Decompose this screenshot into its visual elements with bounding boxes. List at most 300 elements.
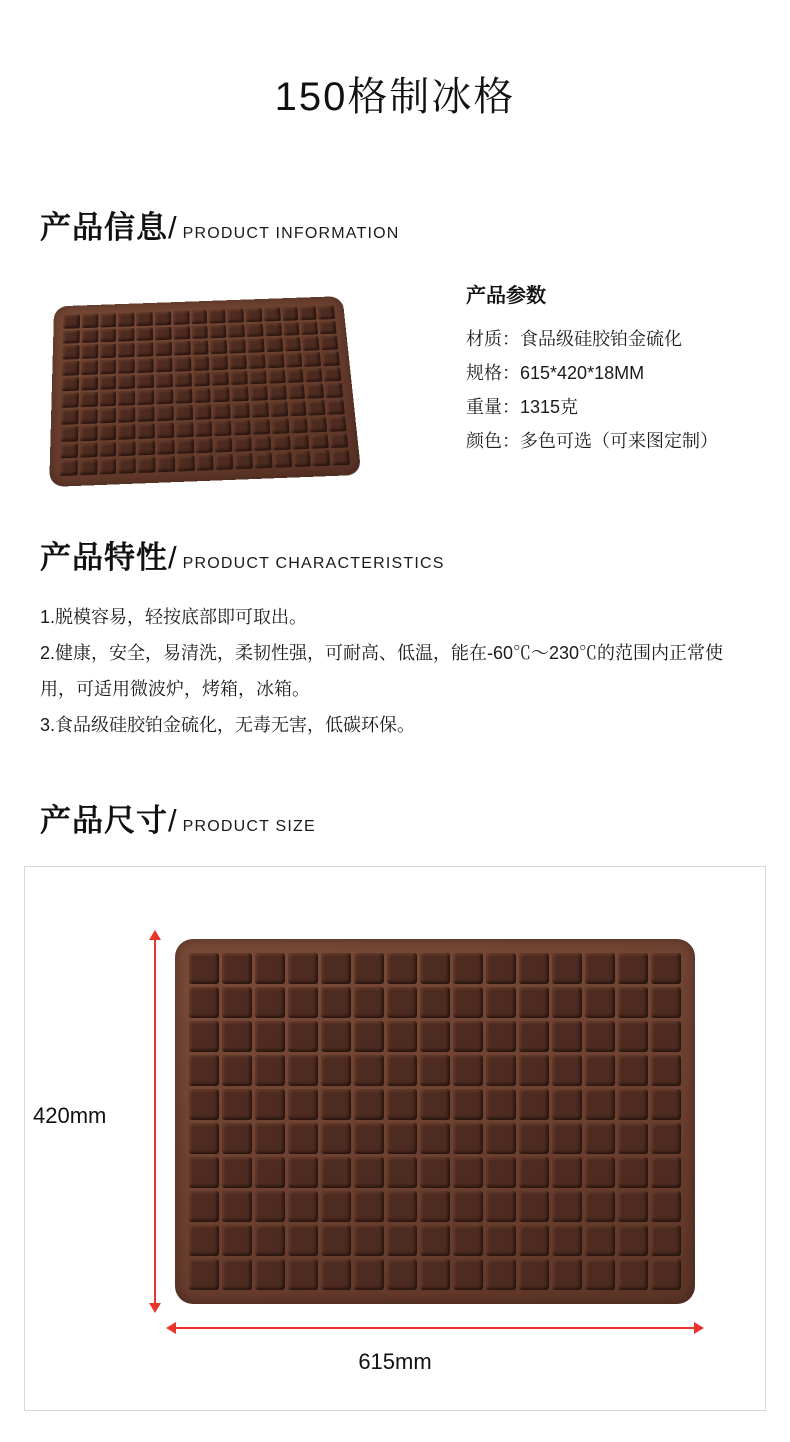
ice-tray-cell: [308, 400, 326, 415]
ice-tray-cell: [137, 374, 154, 389]
ice-tray-cell: [63, 330, 80, 344]
ice-tray-cell: [387, 1259, 417, 1290]
characteristic-item: 2.健康，安全，易清洗，柔韧性强，可耐高、低温，能在-60℃～230℃的范围内正常使用，可适用微波炉，烤箱，冰箱。: [40, 642, 724, 699]
ice-tray-cell: [263, 307, 280, 321]
ice-tray-cell: [270, 401, 288, 416]
ice-tray-cell: [286, 368, 304, 383]
height-dimension-label: 420mm: [33, 1102, 107, 1128]
ice-tray-cell: [63, 314, 80, 328]
ice-tray-cell: [235, 453, 253, 469]
size-image-alt: [175, 1304, 176, 1305]
ice-tray-cell: [118, 375, 135, 390]
ice-tray-cell: [222, 953, 252, 984]
ice-tray-cell: [189, 1191, 219, 1222]
ice-tray-cell: [552, 1055, 582, 1086]
product-detail-page: [0, 27, 790, 1442]
ice-tray-cell: [288, 1225, 318, 1256]
ice-tray-cell: [552, 1259, 582, 1290]
ice-tray-cell: [420, 1191, 450, 1222]
characteristics-list: [40, 599, 750, 743]
ice-tray-cell: [255, 1123, 285, 1154]
ice-tray-cell: [118, 391, 135, 406]
ice-tray-cell: [585, 953, 615, 984]
ice-tray-cell: [618, 1157, 648, 1188]
ice-tray-cell: [255, 1157, 285, 1188]
ice-tray-cell: [354, 1089, 384, 1120]
ice-tray-cell: [174, 373, 191, 388]
ice-tray-cell: [137, 342, 154, 356]
ice-tray-cell: [486, 1259, 516, 1290]
ice-tray-cell: [174, 357, 191, 372]
ice-tray-cell: [155, 357, 172, 372]
ice-tray-cell: [212, 387, 230, 402]
ice-tray-cell: [100, 344, 117, 358]
ice-tray-cell: [255, 1191, 285, 1222]
ice-tray-cell: [618, 1089, 648, 1120]
ice-tray-cell: [62, 361, 79, 376]
ice-tray-cell: [453, 1089, 483, 1120]
ice-tray-cell: [251, 402, 269, 417]
height-dimension-arrow: [154, 939, 156, 1304]
ice-tray-cell: [519, 1089, 549, 1120]
ice-tray-cell: [196, 455, 214, 471]
ice-tray-cell: [118, 441, 135, 457]
ice-tray-cell: [302, 336, 320, 350]
ice-tray-cell: [118, 424, 135, 439]
ice-tray-cell: [519, 1225, 549, 1256]
ice-tray-cell: [651, 1259, 681, 1290]
ice-tray-cell: [618, 1055, 648, 1086]
ice-tray-cell: [291, 434, 309, 450]
ice-tray-cell: [100, 313, 116, 327]
ice-tray-cell: [281, 307, 298, 321]
ice-tray-cell: [60, 443, 78, 459]
ice-tray-cell: [486, 1191, 516, 1222]
ice-tray-cell: [246, 323, 263, 337]
ice-tray-cell: [80, 425, 97, 440]
ice-tray-cell: [323, 367, 341, 382]
ice-tray-cell: [585, 1089, 615, 1120]
ice-tray-cell: [321, 1021, 351, 1052]
ice-tray-cell: [192, 340, 209, 354]
ice-tray-cell: [255, 1055, 285, 1086]
ice-tray-cell: [137, 390, 154, 405]
ice-tray-cell: [222, 1021, 252, 1052]
ice-tray-cell: [255, 1259, 285, 1290]
ice-tray-cell: [387, 1123, 417, 1154]
ice-tray-cell: [585, 1055, 615, 1086]
ice-tray-cell: [321, 1157, 351, 1188]
ice-tray-cell: [486, 1123, 516, 1154]
ice-tray-cell: [325, 383, 343, 398]
ice-tray-cell: [300, 306, 317, 320]
ice-tray-cell: [189, 1089, 219, 1120]
ice-tray-cell: [318, 305, 335, 319]
ice-tray-cell: [253, 435, 271, 451]
ice-tray-cell: [265, 338, 282, 352]
ice-tray-cell: [651, 1191, 681, 1222]
ice-tray-cell: [618, 1191, 648, 1222]
ice-tray-cell: [322, 351, 340, 366]
ice-tray-cell: [309, 417, 327, 432]
ice-tray-cell: [61, 393, 78, 408]
ice-tray-cell: [486, 953, 516, 984]
ice-tray-cell: [255, 987, 285, 1018]
ice-tray-cell: [289, 401, 307, 416]
ice-tray-cell: [155, 311, 172, 325]
ice-tray-cell: [176, 438, 194, 454]
ice-tray-cell: [210, 340, 227, 354]
size-tray-image: [175, 939, 695, 1304]
ice-tray-cell: [387, 953, 417, 984]
ice-tray-cell: [552, 987, 582, 1018]
ice-tray-cell: [173, 310, 190, 324]
ice-tray-cell: [453, 1055, 483, 1086]
ice-tray-cell: [354, 1259, 384, 1290]
ice-tray-cell: [155, 342, 172, 356]
ice-tray-cell: [310, 433, 328, 449]
ice-tray-cell: [189, 1157, 219, 1188]
ice-tray-cell: [138, 440, 155, 456]
ice-tray-cell: [80, 442, 97, 458]
ice-tray-cell: [552, 1021, 582, 1052]
ice-tray-cell: [222, 1089, 252, 1120]
ice-tray-cell: [62, 377, 79, 392]
ice-tray-cell: [585, 987, 615, 1018]
ice-tray-cell: [118, 343, 135, 357]
ice-tray-cell: [60, 460, 78, 476]
ice-tray-cell: [288, 1089, 318, 1120]
ice-tray-cell: [222, 1225, 252, 1256]
ice-tray-cell: [99, 441, 116, 457]
ice-tray-cell: [321, 953, 351, 984]
ice-tray-cell: [651, 1055, 681, 1086]
ice-tray-cell: [194, 404, 212, 419]
ice-tray-cell: [387, 1157, 417, 1188]
ice-tray-cell: [618, 1021, 648, 1052]
ice-tray-cell: [245, 308, 262, 322]
ice-tray-cell: [189, 1021, 219, 1052]
section-heading-slash: /: [168, 209, 177, 245]
ice-tray-cell: [231, 387, 249, 402]
ice-tray-cell: [222, 1191, 252, 1222]
ice-tray-cell: [354, 1021, 384, 1052]
product-photo: [46, 275, 366, 490]
ice-tray-cell: [255, 1021, 285, 1052]
ice-tray-cell: [99, 424, 116, 439]
ice-tray-cell: [249, 370, 267, 385]
ice-tray-cell: [552, 1225, 582, 1256]
ice-tray-cell: [552, 953, 582, 984]
ice-tray-cell: [118, 312, 134, 326]
ice-tray-cell: [288, 953, 318, 984]
ice-tray-cell: [156, 373, 173, 388]
ice-tray-cell: [453, 1259, 483, 1290]
ice-tray-cell: [189, 1259, 219, 1290]
ice-tray-cell: [288, 1157, 318, 1188]
page-title: 150格制冰格: [274, 74, 516, 119]
ice-tray-cell: [486, 1225, 516, 1256]
ice-tray-illustration-large: [175, 939, 695, 1304]
ice-tray-cell: [99, 408, 116, 423]
ice-tray-cell: [271, 418, 289, 433]
ice-tray-cell: [519, 1191, 549, 1222]
ice-tray-cell: [288, 1259, 318, 1290]
ice-tray-cell: [81, 329, 98, 343]
ice-tray-cell: [354, 1157, 384, 1188]
ice-tray-cell: [137, 406, 154, 421]
ice-tray-cell: [312, 450, 331, 466]
ice-tray-cell: [330, 433, 349, 449]
ice-tray-cell: [99, 391, 116, 406]
ice-tray-cell: [80, 409, 97, 424]
ice-tray-cell: [321, 1259, 351, 1290]
ice-tray-cell: [272, 435, 290, 451]
ice-tray-cell: [585, 1157, 615, 1188]
ice-tray-cell: [222, 987, 252, 1018]
ice-tray-cell: [420, 987, 450, 1018]
ice-tray-cell-grid: [60, 305, 350, 476]
ice-tray-cell: [288, 1191, 318, 1222]
ice-tray-cell: [156, 406, 173, 421]
ice-tray-cell: [81, 360, 98, 375]
ice-tray-cell: [618, 1259, 648, 1290]
ice-tray-cell: [354, 1225, 384, 1256]
ice-tray-cell: [233, 419, 251, 434]
ice-tray-cell: [189, 1055, 219, 1086]
ice-tray-cell: [320, 336, 338, 350]
ice-tray-cell: [269, 385, 287, 400]
width-dimension-arrow: [175, 1327, 695, 1329]
ice-tray-cell: [176, 422, 194, 437]
ice-tray-cell: [618, 987, 648, 1018]
ice-tray-cell: [268, 369, 286, 384]
ice-tray-cell: [387, 1089, 417, 1120]
ice-tray-cell: [195, 438, 213, 454]
ice-tray-cell: [157, 422, 174, 437]
spec-block: [466, 275, 718, 490]
ice-tray-cell: [82, 314, 98, 328]
ice-tray-cell: [248, 354, 265, 369]
ice-tray-cell: [61, 426, 78, 442]
product-photo-alt: [46, 275, 47, 276]
ice-tray-cell: [453, 953, 483, 984]
ice-tray-cell: [138, 423, 155, 438]
ice-tray-cell: [189, 987, 219, 1018]
ice-tray-cell: [195, 421, 213, 436]
ice-tray-cell: [189, 1123, 219, 1154]
ice-tray-cell: [486, 1157, 516, 1188]
ice-tray-cell: [552, 1089, 582, 1120]
ice-tray-cell: [273, 452, 291, 468]
ice-tray-cell: [486, 987, 516, 1018]
ice-tray-cell: [303, 352, 321, 367]
ice-tray-cell: [519, 1055, 549, 1086]
spec-line-size: 规格：615*420*18MM: [466, 362, 645, 383]
ice-tray-cell: [618, 1123, 648, 1154]
ice-tray-cell: [192, 356, 209, 371]
ice-tray-cell: [100, 375, 117, 390]
ice-tray-cell: [288, 1021, 318, 1052]
ice-tray-cell: [420, 1055, 450, 1086]
ice-tray-cell: [354, 1123, 384, 1154]
ice-tray-cell: [420, 1259, 450, 1290]
ice-tray-cell: [230, 355, 247, 370]
ice-tray-cell: [267, 353, 285, 368]
ice-tray-cell: [173, 326, 190, 340]
ice-tray-cell: [651, 1021, 681, 1052]
spec-title: 产品参数: [466, 284, 546, 307]
ice-tray-cell: [288, 1055, 318, 1086]
section-heading-en: PRODUCT SIZE: [182, 817, 316, 835]
ice-tray-cell: [651, 1123, 681, 1154]
section-heading-size: [40, 795, 790, 840]
ice-tray-cell: [191, 325, 208, 339]
ice-tray-cell: [175, 389, 192, 404]
ice-tray-cell: [63, 345, 80, 359]
ice-tray-cell: [519, 1021, 549, 1052]
ice-tray-cell: [211, 355, 228, 370]
ice-tray-cell: [229, 339, 246, 353]
ice-tray-cell: [157, 439, 175, 455]
ice-tray-cell: [189, 953, 219, 984]
ice-tray-cell: [232, 403, 250, 418]
ice-tray-cell: [453, 1123, 483, 1154]
ice-tray-cell: [585, 1259, 615, 1290]
ice-tray-cell: [255, 953, 285, 984]
ice-tray-cell: [189, 1225, 219, 1256]
ice-tray-cell: [155, 326, 172, 340]
spec-line-color: 颜色：多色可选（可来图定制）: [466, 430, 718, 451]
ice-tray-cell: [79, 459, 97, 475]
ice-tray-cell: [321, 1191, 351, 1222]
section-heading-cn: 产品特性: [40, 539, 168, 575]
ice-tray-cell: [321, 1225, 351, 1256]
ice-tray-cell: [651, 1225, 681, 1256]
ice-tray-cell: [250, 386, 268, 401]
characteristic-item: 3.食品级硅胶铂金硫化，无毒无害，低碳环保。: [40, 714, 416, 735]
ice-tray-cell: [118, 328, 134, 342]
ice-tray-cell: [284, 337, 302, 351]
ice-tray-cell: [486, 1055, 516, 1086]
ice-tray-cell: [331, 449, 350, 465]
ice-tray-cell: [486, 1021, 516, 1052]
ice-tray-cell: [287, 384, 305, 399]
ice-tray-cell: [585, 1123, 615, 1154]
ice-tray-cell: [234, 436, 252, 452]
ice-tray-cell: [254, 452, 272, 468]
ice-tray-cell: [420, 1225, 450, 1256]
product-info-row: [0, 275, 790, 490]
ice-tray-cell: [137, 358, 154, 373]
ice-tray-cell: [252, 419, 270, 434]
ice-tray-cell: [387, 1191, 417, 1222]
ice-tray-cell: [210, 324, 227, 338]
ice-tray-cell: [306, 384, 324, 399]
section-heading-slash: /: [168, 802, 177, 838]
ice-tray-cell: [288, 987, 318, 1018]
ice-tray-cell: [61, 409, 78, 424]
ice-tray-cell: [247, 338, 264, 352]
ice-tray-cell: [285, 353, 303, 368]
ice-tray-cell: [175, 405, 192, 420]
ice-tray-cell: [420, 1021, 450, 1052]
width-dimension-label: 615mm: [358, 1348, 432, 1374]
ice-tray-cell: [651, 953, 681, 984]
section-heading-cn: 产品尺寸: [40, 802, 168, 838]
ice-tray-cell: [177, 455, 195, 471]
ice-tray-cell: [328, 416, 346, 431]
ice-tray-cell: [585, 1191, 615, 1222]
ice-tray-cell: [651, 1089, 681, 1120]
ice-tray-cell: [136, 312, 152, 326]
ice-tray-cell: [354, 953, 384, 984]
ice-tray-cell: [387, 987, 417, 1018]
ice-tray-cell: [222, 1123, 252, 1154]
ice-tray-cell: [387, 1055, 417, 1086]
ice-tray-cell: [420, 953, 450, 984]
ice-tray-cell: [321, 1089, 351, 1120]
ice-tray-cell: [81, 376, 98, 391]
section-heading-product-info: [40, 202, 790, 247]
ice-tray-cell: [215, 454, 233, 470]
ice-tray-cell: [157, 456, 175, 472]
ice-tray-cell: [138, 457, 156, 473]
ice-tray-cell: [227, 308, 244, 322]
ice-tray-cell: [585, 1225, 615, 1256]
ice-tray-cell: [215, 437, 233, 453]
ice-tray-cell: [420, 1089, 450, 1120]
ice-tray-cell: [651, 987, 681, 1018]
ice-tray-cell: [519, 953, 549, 984]
ice-tray-cell: [255, 1089, 285, 1120]
ice-tray-cell: [222, 1055, 252, 1086]
ice-tray-cell: [552, 1157, 582, 1188]
ice-tray-cell: [228, 324, 245, 338]
section-heading-slash: /: [168, 539, 177, 575]
section-heading-en: PRODUCT CHARACTERISTICS: [182, 554, 445, 572]
ice-tray-cell: [209, 309, 226, 323]
ice-tray-cell: [321, 987, 351, 1018]
ice-tray-cell: [283, 322, 300, 336]
ice-tray-cell: [191, 310, 208, 324]
ice-tray-cell: [321, 1055, 351, 1086]
ice-tray-cell: [213, 404, 231, 419]
ice-tray-cell: [519, 1259, 549, 1290]
ice-tray-cell: [651, 1157, 681, 1188]
ice-tray-cell: [174, 341, 191, 355]
ice-tray-cell: [212, 371, 229, 386]
ice-tray-cell: [618, 953, 648, 984]
section-heading-en: PRODUCT INFORMATION: [182, 224, 400, 242]
ice-tray-cell: [453, 987, 483, 1018]
ice-tray-cell: [326, 399, 344, 414]
ice-tray-cell: [214, 420, 232, 435]
ice-tray-illustration: [49, 296, 361, 487]
ice-tray-cell: [194, 388, 211, 403]
ice-tray-cell: [80, 392, 97, 407]
ice-tray-cell: [420, 1157, 450, 1188]
characteristic-item: 1.脱模容易，轻按底部即可取出。: [40, 606, 308, 627]
ice-tray-cell: [319, 320, 337, 334]
ice-tray-cell: [420, 1123, 450, 1154]
ice-tray-cell: [301, 321, 319, 335]
ice-tray-cell: [222, 1259, 252, 1290]
ice-tray-cell: [288, 1123, 318, 1154]
ice-tray-cell: [387, 1225, 417, 1256]
spec-line-material: 材质：食品级硅胶铂金硫化: [466, 328, 682, 349]
ice-tray-cell: [387, 1021, 417, 1052]
